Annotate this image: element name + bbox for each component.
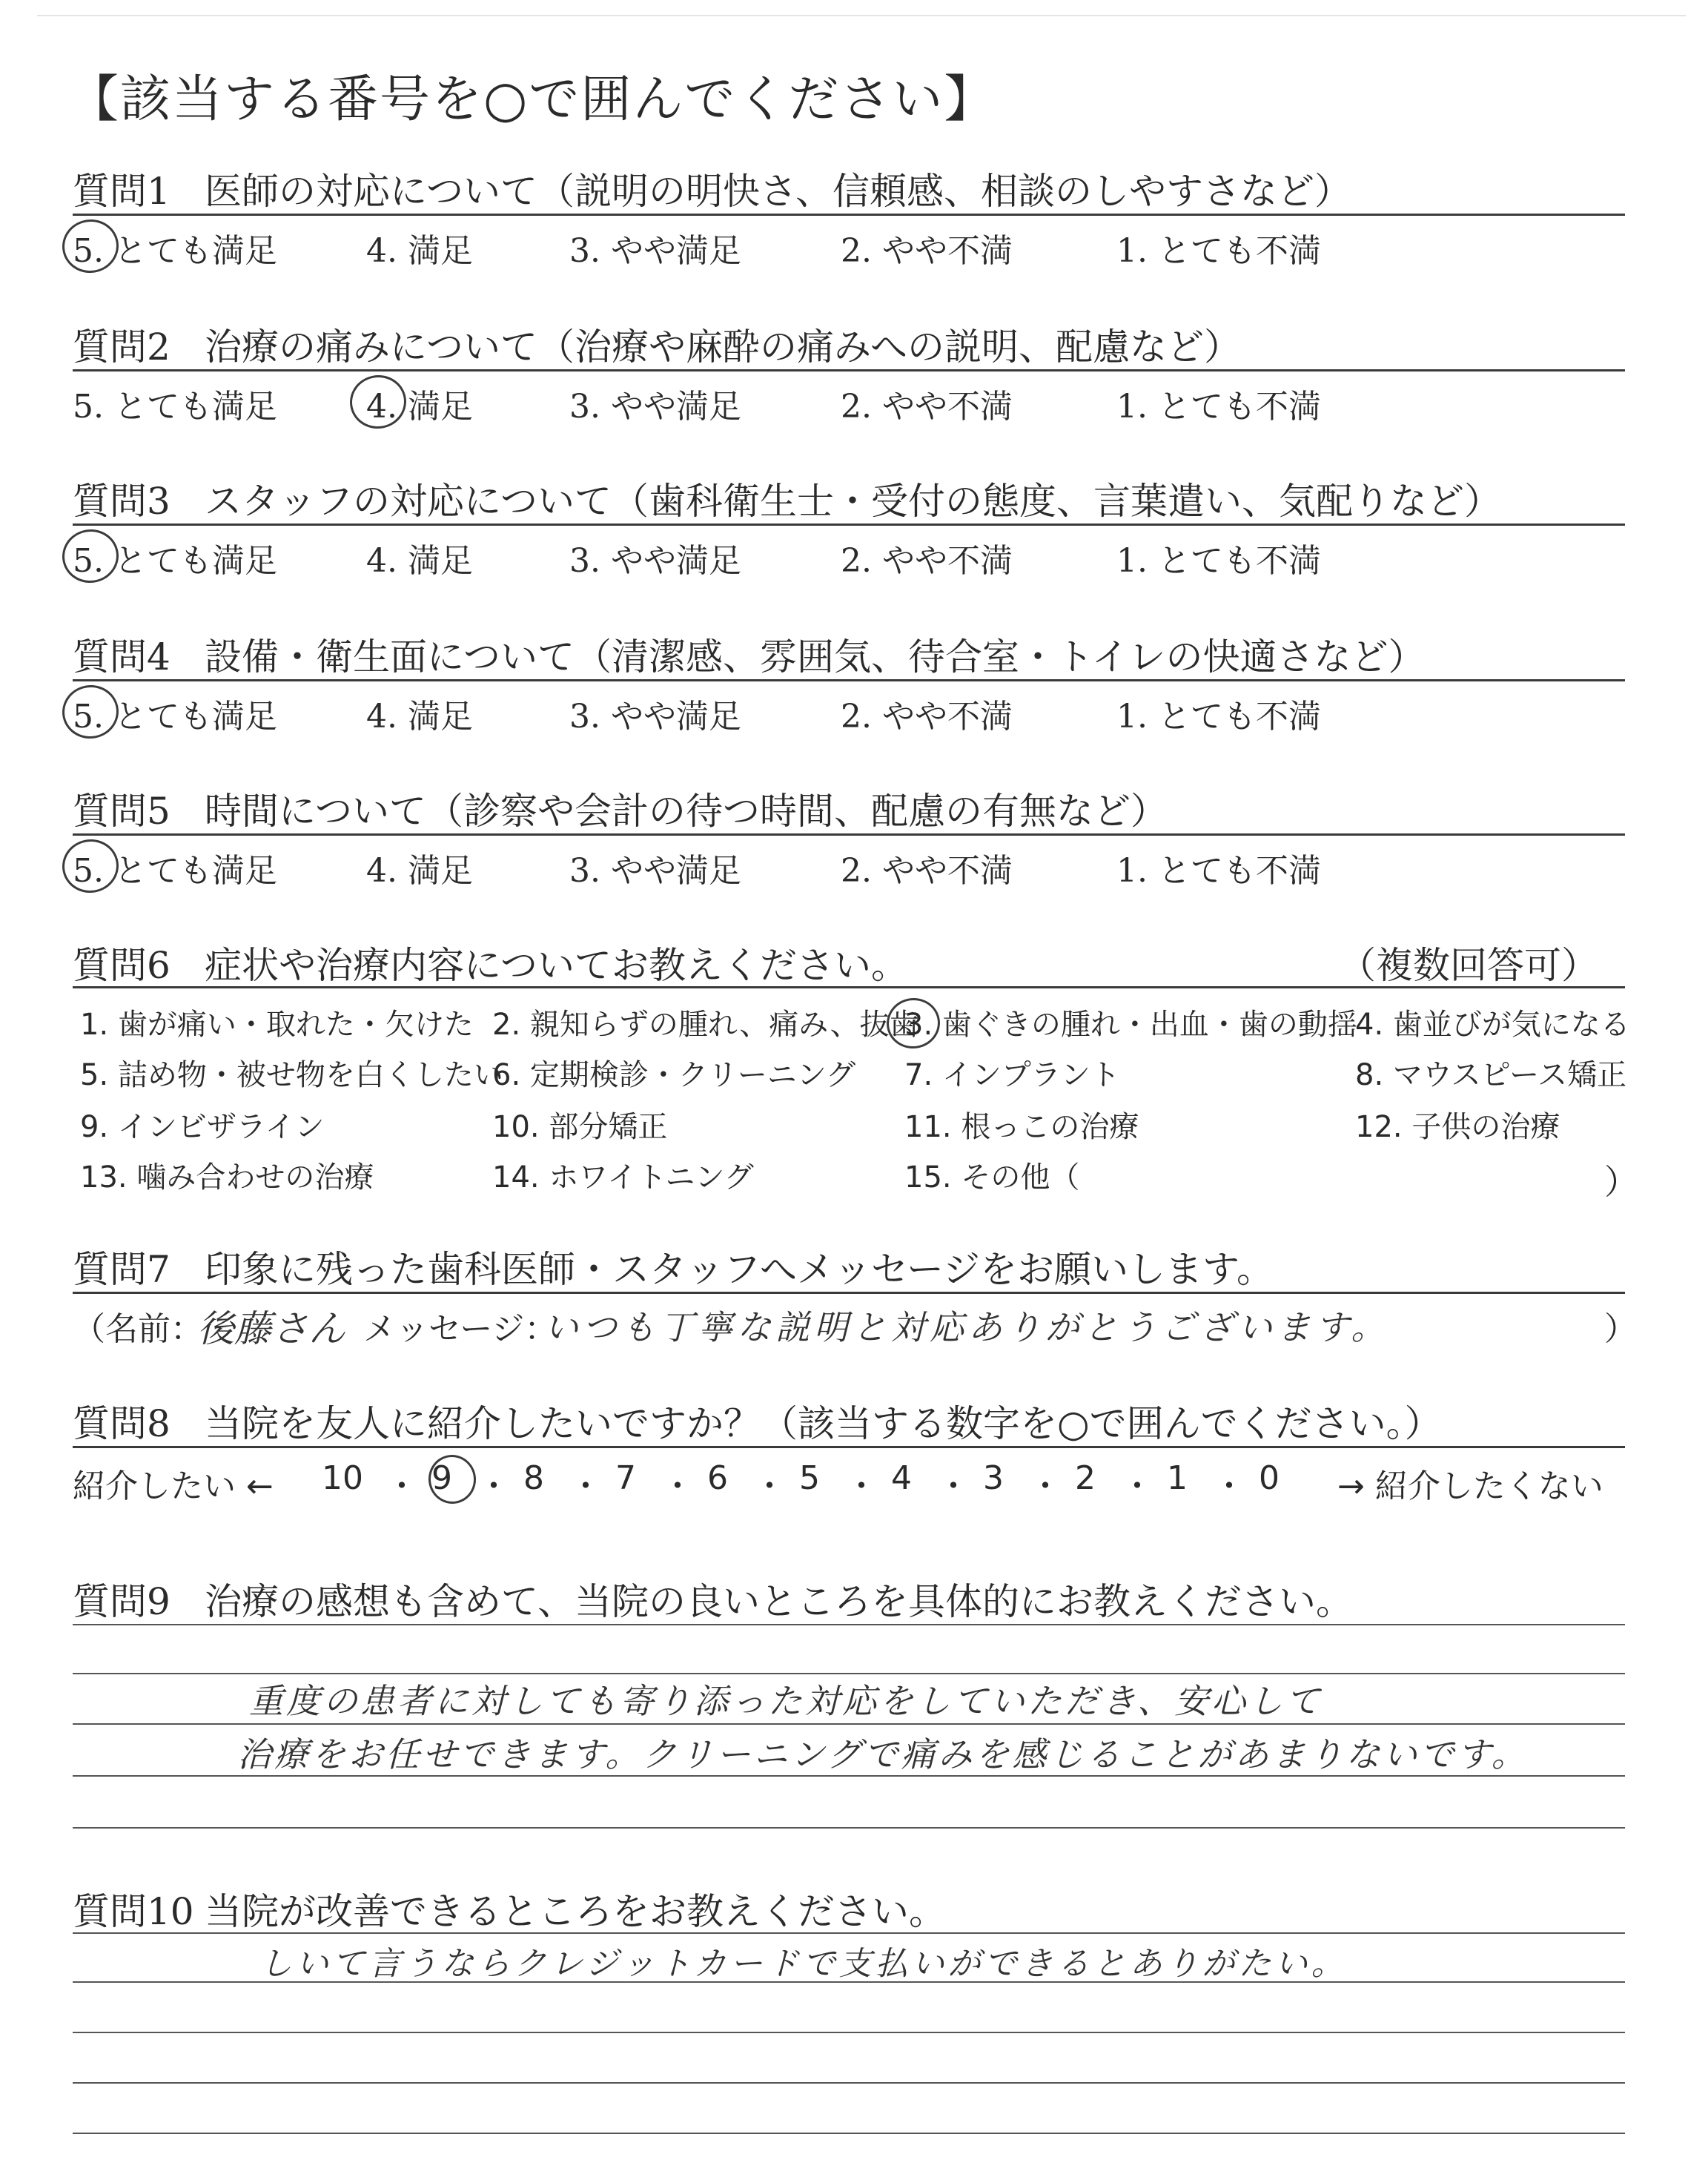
q4-option-3[interactable]: 3. やや満足: [569, 698, 741, 736]
q4-label: 質問4: [73, 635, 171, 678]
q9-line-5: [73, 1827, 1625, 1829]
q1-options: [73, 224, 1629, 268]
q7-title: [73, 1240, 1274, 1293]
q6-title: [73, 936, 908, 989]
q4-options: [73, 690, 1629, 734]
q10-title: [73, 1882, 946, 1935]
q7-text: 印象に残った歯科医師・スタッフへメッセージをお願いします。: [205, 1248, 1274, 1291]
q7-message-value: いつも丁寧な説明と対応ありがとうございます。: [544, 1307, 1390, 1347]
q4-title: [73, 627, 1426, 681]
q2-option-5[interactable]: 5. とても満足: [73, 388, 277, 426]
q1-title: [73, 162, 1351, 215]
q6-other-close-paren: ）: [1604, 1162, 1638, 1202]
q1-option-1[interactable]: 1. とても不満: [1116, 232, 1321, 270]
q1-option-5[interactable]: 5. とても満足: [73, 232, 277, 270]
q8-right-label: → 紹介したくない: [1337, 1467, 1603, 1505]
q6-rule: [73, 986, 1625, 988]
q8-scale-separator: ・: [1029, 1467, 1062, 1505]
q8-scale-separator: ・: [845, 1467, 878, 1505]
q8-scale-7[interactable]: 7: [615, 1459, 636, 1497]
q6-option-13[interactable]: 13. 噛み合わせの治療: [80, 1160, 374, 1195]
q3-option-4[interactable]: 4. 満足: [366, 542, 473, 580]
q3-option-5[interactable]: 5. とても満足: [73, 542, 277, 580]
q10-label: 質問10: [73, 1890, 194, 1933]
q8-scale-10[interactable]: 10: [322, 1459, 363, 1497]
q8-scale-0[interactable]: 0: [1259, 1459, 1280, 1497]
q2-title: [73, 317, 1241, 371]
q1-option-4[interactable]: 4. 満足: [366, 232, 473, 270]
q5-option-2[interactable]: 2. やや不満: [841, 852, 1013, 890]
q8-scale-8[interactable]: 8: [523, 1459, 544, 1497]
q3-rule: [73, 524, 1625, 526]
q7-answer-row: [73, 1299, 1637, 1350]
q6-option-4[interactable]: 4. 歯並びが気になる: [1355, 1008, 1630, 1042]
q6-option-8[interactable]: 8. マウスピース矯正: [1355, 1058, 1627, 1092]
q1-option-2[interactable]: 2. やや不満: [841, 232, 1013, 270]
q9-answer-line-1: 重度の患者に対しても寄り添った対応をしていただき、安心して: [249, 1681, 1323, 1721]
q2-option-2[interactable]: 2. やや不満: [841, 388, 1013, 426]
q6-option-15[interactable]: 15. その他（: [904, 1160, 1080, 1195]
q5-option-3[interactable]: 3. やや満足: [569, 852, 741, 890]
q6-option-1[interactable]: 1. 歯が痛い・取れた・欠けた: [80, 1008, 474, 1042]
q3-title: [73, 472, 1501, 525]
q5-option-5[interactable]: 5. とても満足: [73, 852, 277, 890]
q8-label: 質問8: [73, 1402, 171, 1445]
q4-option-2[interactable]: 2. やや不満: [841, 698, 1013, 736]
q8-scale-separator: ・: [1121, 1467, 1153, 1505]
q4-option-5[interactable]: 5. とても満足: [73, 698, 277, 736]
q8-scale-separator: ・: [1213, 1467, 1245, 1505]
q6-option-7[interactable]: 7. インプラント: [904, 1058, 1120, 1092]
q8-scale-6[interactable]: 6: [707, 1459, 728, 1497]
q2-options: [73, 380, 1629, 424]
q7-name-value: 後藤さん: [197, 1307, 345, 1350]
q4-option-4[interactable]: 4. 満足: [366, 698, 473, 736]
q8-scale-separator: ・: [661, 1467, 694, 1505]
top-border: [37, 15, 1686, 16]
q6-option-9[interactable]: 9. インビザライン: [80, 1110, 325, 1144]
q2-option-3[interactable]: 3. やや満足: [569, 388, 741, 426]
q10-text: 当院が改善できるところをお教えください。: [205, 1890, 946, 1933]
q2-option-4[interactable]: 4. 満足: [366, 388, 473, 426]
q3-option-1[interactable]: 1. とても不満: [1116, 542, 1321, 580]
q10-answer-line-1: しいて言うならクレジットカードで支払いができるとありがたい。: [259, 1945, 1348, 1983]
q8-scale-separator: ・: [569, 1467, 602, 1505]
q6-text: 症状や治療内容についてお教えください。: [205, 944, 908, 987]
q4-rule: [73, 679, 1625, 681]
q10-line-5: [73, 2133, 1625, 2134]
q2-option-1[interactable]: 1. とても不満: [1116, 388, 1321, 426]
q5-label: 質問5: [73, 790, 171, 833]
q6-option-12[interactable]: 12. 子供の治療: [1355, 1110, 1560, 1144]
q5-text: 時間について（診察や会計の待つ時間、配慮の有無など）: [205, 790, 1168, 833]
q5-rule: [73, 833, 1625, 836]
q8-scale-5[interactable]: 5: [799, 1459, 820, 1497]
q5-options: [73, 844, 1629, 888]
q1-label: 質問1: [73, 170, 171, 213]
q8-scale-1[interactable]: 1: [1167, 1459, 1188, 1497]
q8-scale-2[interactable]: 2: [1075, 1459, 1096, 1497]
q2-rule: [73, 369, 1625, 371]
q9-line-1: [73, 1624, 1625, 1625]
q7-message-label: メッセージ：: [363, 1310, 557, 1348]
q7-label: 質問7: [73, 1248, 171, 1291]
q10-line-4: [73, 2082, 1625, 2084]
q2-text: 治療の痛みについて（治療や麻酔の痛みへの説明、配慮など）: [205, 326, 1241, 369]
q1-text: 医師の対応について（説明の明快さ、信頼感、相談のしやすさなど）: [205, 170, 1351, 213]
q8-scale-separator: ・: [477, 1467, 510, 1505]
q6-option-10[interactable]: 10. 部分矯正: [492, 1110, 668, 1144]
q6-option-11[interactable]: 11. 根っこの治療: [904, 1110, 1139, 1144]
q4-text: 設備・衛生面について（清潔感、雰囲気、待合室・トイレの快適さなど）: [205, 635, 1426, 678]
page-title: 【該当する番号を○で囲んでください】: [68, 70, 996, 129]
q5-title: [73, 782, 1168, 835]
q1-rule: [73, 214, 1625, 216]
q6-option-3[interactable]: 3. 歯ぐきの腫れ・出血・歯の動揺: [904, 1008, 1357, 1042]
q8-scale-separator: ・: [385, 1467, 418, 1505]
q7-close-paren: ）: [1604, 1310, 1637, 1348]
q6-option-14[interactable]: 14. ホワイトニング: [492, 1160, 754, 1195]
q6-label: 質問6: [73, 944, 171, 987]
q3-label: 質問3: [73, 480, 171, 523]
q8-title: [73, 1394, 1442, 1447]
q6-option-5[interactable]: 5. 詰め物・被せ物を白くしたい: [80, 1058, 503, 1092]
q3-option-2[interactable]: 2. やや不満: [841, 542, 1013, 580]
q1-option-3[interactable]: 3. やや満足: [569, 232, 741, 270]
q8-rule: [73, 1446, 1625, 1448]
q9-line-3: [73, 1723, 1625, 1725]
q8-scale-separator: ・: [937, 1467, 970, 1505]
q3-option-3[interactable]: 3. やや満足: [569, 542, 741, 580]
q9-answer-line-2: 治療をお任せできます。クリーニングで痛みを感じることがあまりないです。: [237, 1734, 1529, 1774]
q8-scale-9[interactable]: 9: [431, 1459, 452, 1497]
q3-options: [73, 534, 1629, 578]
q10-line-1: [73, 1932, 1625, 1934]
q9-label: 質問9: [73, 1580, 171, 1623]
q5-option-4[interactable]: 4. 満足: [366, 852, 473, 890]
q9-text: 治療の感想も含めて、当院の良いところを具体的にお教えください。: [205, 1580, 1353, 1623]
q8-text: 当院を友人に紹介したいですか？（該当する数字を○で囲んでください。）: [205, 1402, 1442, 1445]
q6-note: （複数回答可）: [1339, 944, 1598, 987]
q6-option-6[interactable]: 6. 定期検診・クリーニング: [492, 1058, 856, 1092]
q5-option-1[interactable]: 1. とても不満: [1116, 852, 1321, 890]
q7-rule: [73, 1292, 1625, 1294]
q8-scale-separator: ・: [753, 1467, 786, 1505]
q8-left-label: 紹介したい ←: [73, 1467, 274, 1505]
q2-label: 質問2: [73, 326, 171, 369]
q7-name-label: （名前：: [73, 1310, 203, 1348]
q8-scale-3[interactable]: 3: [983, 1459, 1004, 1497]
q9-title: [73, 1572, 1353, 1625]
q3-text: スタッフの対応について（歯科衛生士・受付の態度、言葉遣い、気配りなど）: [205, 480, 1501, 523]
q8-scale-4[interactable]: 4: [891, 1459, 912, 1497]
q10-line-3: [73, 2032, 1625, 2033]
q6-option-2[interactable]: 2. 親知らずの腫れ、痛み、抜歯: [492, 1008, 919, 1042]
q4-option-1[interactable]: 1. とても不満: [1116, 698, 1321, 736]
